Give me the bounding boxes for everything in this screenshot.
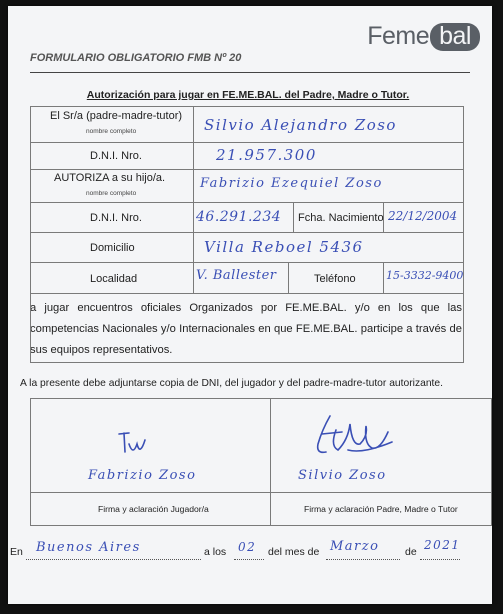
address-field[interactable]: Villa Reboel 5436 [204,238,364,256]
place-prefix: En [10,546,23,558]
row-divider [30,262,463,263]
parent-dni-label: D.N.I. Nro. [90,150,142,162]
locality-field[interactable]: V. Ballester [196,268,277,283]
logo-suffix: bal [430,23,480,51]
birth-date-label: Fcha. Nacimiento [298,212,384,224]
column-divider [193,106,194,293]
form-document [8,6,492,604]
place-field[interactable]: Buenos Aires [36,540,141,555]
month-label: del mes de [268,546,320,558]
authorization-text: a jugar encuentros oficiales Organizados por FE.ME.BAL. y/o en los que las competencias Nacionales y/o Internacionales en que FE.ME.BAL. participe a través de sus equipos representativos. [30,302,462,356]
phone-label: Teléfono [314,273,356,285]
child-dni-label: D.N.I. Nro. [90,212,142,224]
child-name-field[interactable]: Fabrizio Ezequiel Zoso [200,176,383,191]
femebal-logo [367,22,480,51]
paragraph-border [30,292,31,362]
month-line [326,559,400,560]
row-divider [30,202,463,203]
address-label: Domicilio [90,242,135,254]
logo-prefix: Feme [367,22,430,50]
parent-name-field[interactable]: Silvio Alejandro Zoso [204,116,397,134]
column-divider [293,202,294,232]
year-line [420,559,460,560]
parent-signature [308,410,398,466]
day-line [234,559,264,560]
year-label: de [405,546,417,558]
player-signature [113,426,163,462]
parent-signature-caption: Firma y aclaración Padre, Madre o Tutor [304,504,458,514]
signature-caption-divider [30,492,491,493]
parent-dni-field[interactable]: 21.957.300 [216,146,317,164]
day-field[interactable]: 02 [238,540,257,554]
parent-sublabel: nombre completo [86,128,137,135]
paragraph-border [30,362,464,363]
player-signature-caption: Firma y aclaración Jugador/a [98,504,209,514]
row-divider [30,142,463,143]
row-divider [30,169,463,170]
attachment-note: A la presente debe adjuntarse copia de DNI, del jugador y del padre-madre-tutor autorizante. [20,378,444,389]
title-rule [30,72,470,73]
parent-label: El Sr/a (padre-madre-tutor) [50,110,183,122]
authorize-label: AUTORIZA a su hijo/a. [54,172,166,184]
locality-label: Localidad [90,273,138,285]
birth-date-field[interactable]: 22/12/2004 [388,209,458,223]
column-divider [288,262,289,293]
signature-divider [270,398,271,525]
form-heading: Autorización para jugar en FE.ME.BAL. del Padre, Madre o Tutor. [86,89,410,101]
row-divider [30,232,463,233]
player-name: Fabrizio Zoso [88,468,197,483]
phone-field[interactable]: 15-3332-9400 [386,269,464,282]
parent-name: Silvio Zoso [298,468,387,483]
form-title: FORMULARIO OBLIGATORIO FMB Nº 20 [30,52,242,64]
days-label: a los [204,546,227,558]
paragraph-border [463,292,464,362]
year-field[interactable]: 2021 [424,538,461,552]
child-sublabel: nombre completo [86,190,137,197]
column-divider [383,262,384,293]
child-dni-field[interactable]: 46.291.234 [196,209,282,225]
place-line [26,559,201,560]
month-field[interactable]: Marzo [330,539,380,554]
